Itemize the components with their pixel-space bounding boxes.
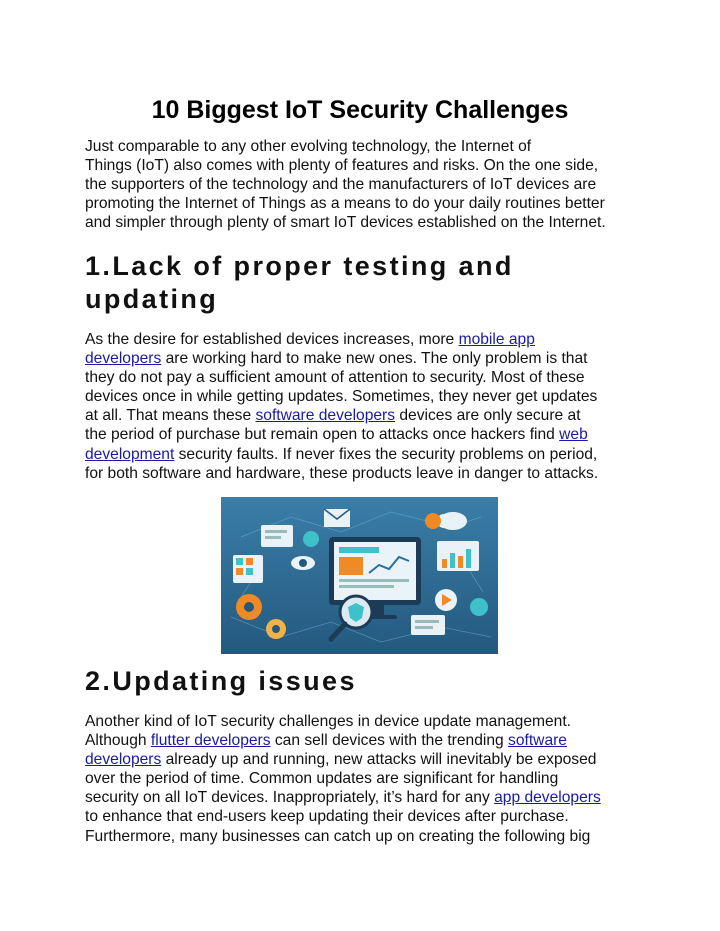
section1-heading-line: updating bbox=[85, 284, 219, 314]
web-development-link[interactable]: development bbox=[85, 445, 175, 463]
page-title: 10 Biggest IoT Security Challenges bbox=[151, 96, 569, 124]
software-developers-link[interactable]: developers bbox=[85, 751, 162, 769]
text-span: at all. That means these bbox=[85, 407, 256, 425]
section2-paragraph bbox=[85, 712, 645, 846]
text-span: devices are only secure at bbox=[395, 407, 581, 425]
text-line: devices once in while getting updates. Sometimes, they never get updates bbox=[85, 388, 598, 406]
app-developers-link[interactable]: app developers bbox=[494, 789, 601, 807]
intro-line: promoting the Internet of Things as a means to do your daily routines better bbox=[85, 195, 605, 213]
text-span: security faults. If never fixes the security problems on period, bbox=[174, 445, 598, 463]
software-developers-link[interactable]: software developers bbox=[255, 407, 396, 425]
text-line: to enhance that end-users keep updating their devices after purchase. bbox=[85, 808, 569, 826]
text-span: the period of purchase but remain open to attacks once hackers find bbox=[85, 426, 560, 444]
section1-paragraph bbox=[85, 330, 645, 483]
text-line: Another kind of IoT security challenges in device update management. bbox=[85, 713, 572, 730]
mobile-app-developers-link[interactable]: mobile app bbox=[458, 331, 535, 348]
intro-line: Just comparable to any other evolving technology, the Internet of bbox=[85, 138, 532, 155]
text-line: for both software and hardware, these products leave in danger to attacks. bbox=[85, 464, 599, 482]
section1-heading-line: 1.Lack of proper testing and bbox=[85, 251, 514, 281]
text-line: Furthermore, many businesses can catch up on creating the following big bbox=[85, 827, 591, 845]
text-span: can sell devices with the trending bbox=[270, 732, 509, 750]
text-span: As the desire for established devices increases, more bbox=[85, 331, 459, 348]
text-line: over the period of time. Common updates are significant for handling bbox=[85, 770, 559, 788]
text-span: security on all IoT devices. Inappropriately, it’s hard for any bbox=[85, 789, 495, 807]
software-developers-link[interactable]: software bbox=[508, 732, 567, 750]
intro-line: and simpler through plenty of smart IoT devices established on the Internet. bbox=[85, 214, 606, 232]
iot-illustration bbox=[221, 497, 498, 654]
intro-paragraph bbox=[85, 137, 645, 232]
intro-line: Things (IoT) also comes with plenty of features and risks. On the one side, bbox=[85, 157, 599, 175]
text-span: Although bbox=[85, 732, 151, 750]
intro-line: the supporters of the technology and the manufacturers of IoT devices are bbox=[85, 176, 597, 194]
section2-heading: 2.Updating issues bbox=[85, 666, 357, 696]
text-span: are working hard to make new ones. The only problem is that bbox=[161, 350, 588, 368]
mobile-app-developers-link[interactable]: developers bbox=[85, 350, 162, 368]
flutter-developers-link[interactable]: flutter developers bbox=[150, 732, 271, 750]
web-development-link[interactable]: web bbox=[559, 426, 588, 444]
text-line: they do not pay a sufficient amount of attention to security. Most of these bbox=[85, 369, 585, 387]
text-span: already up and running, new attacks will inevitably be exposed bbox=[161, 751, 597, 769]
section1-heading bbox=[85, 250, 685, 316]
